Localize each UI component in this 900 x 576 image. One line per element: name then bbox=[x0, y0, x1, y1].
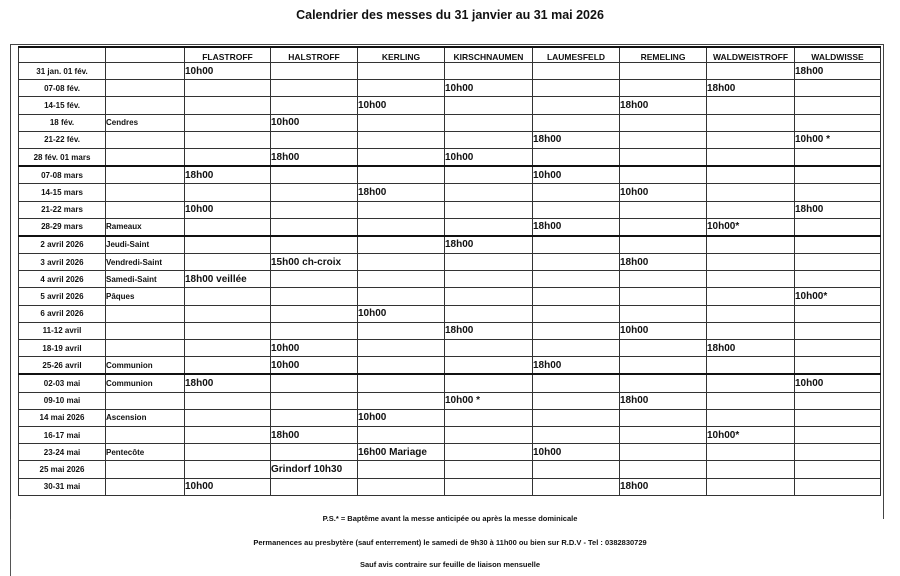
mass-time-cell bbox=[358, 63, 445, 80]
row-event bbox=[106, 478, 185, 495]
mass-time-cell: 10h00 bbox=[795, 374, 881, 392]
mass-time-cell bbox=[445, 63, 533, 80]
mass-time-cell bbox=[358, 461, 445, 478]
table-row bbox=[19, 218, 881, 236]
mass-time-cell bbox=[445, 218, 533, 236]
mass-time-cell bbox=[445, 461, 533, 478]
mass-time-cell bbox=[707, 254, 795, 271]
mass-time-cell bbox=[445, 426, 533, 443]
table-row bbox=[19, 444, 881, 461]
mass-time-cell bbox=[445, 114, 533, 131]
mass-time-cell bbox=[445, 374, 533, 392]
mass-time-cell bbox=[445, 357, 533, 375]
row-event bbox=[106, 461, 185, 478]
mass-time-cell bbox=[358, 166, 445, 184]
table-row bbox=[19, 184, 881, 201]
mass-time-cell bbox=[445, 288, 533, 305]
mass-time-cell: 10h00* bbox=[707, 218, 795, 236]
mass-time-cell bbox=[795, 148, 881, 166]
mass-time-cell bbox=[358, 392, 445, 409]
table-row bbox=[19, 322, 881, 339]
mass-time-cell: 10h00 bbox=[445, 148, 533, 166]
mass-time-cell bbox=[445, 478, 533, 495]
row-date: 11-12 avril bbox=[19, 322, 106, 339]
mass-time-cell bbox=[185, 444, 271, 461]
mass-time-cell bbox=[620, 461, 707, 478]
mass-time-cell: 10h00 bbox=[533, 166, 620, 184]
mass-time-cell: 18h00 bbox=[795, 201, 881, 218]
row-date: 30-31 mai bbox=[19, 478, 106, 495]
mass-time-cell bbox=[795, 478, 881, 495]
row-date: 2 avril 2026 bbox=[19, 236, 106, 254]
mass-time-cell bbox=[533, 288, 620, 305]
mass-time-cell bbox=[533, 201, 620, 218]
mass-time-cell bbox=[185, 236, 271, 254]
mass-time-cell bbox=[795, 166, 881, 184]
mass-time-cell bbox=[795, 322, 881, 339]
mass-time-cell bbox=[533, 392, 620, 409]
header-village-kerling: KERLING bbox=[358, 47, 445, 63]
mass-time-cell: 10h00 bbox=[271, 340, 358, 357]
mass-time-cell bbox=[185, 114, 271, 131]
header-cell-blank bbox=[19, 47, 106, 63]
mass-time-cell bbox=[533, 184, 620, 201]
mass-time-cell bbox=[533, 305, 620, 322]
mass-time-cell bbox=[185, 340, 271, 357]
table-row bbox=[19, 236, 881, 254]
mass-time-cell bbox=[445, 97, 533, 114]
mass-time-cell bbox=[795, 409, 881, 426]
mass-time-cell bbox=[358, 218, 445, 236]
mass-time-cell bbox=[620, 148, 707, 166]
mass-time-cell bbox=[185, 148, 271, 166]
row-date: 14 mai 2026 bbox=[19, 409, 106, 426]
row-date: 14-15 fév. bbox=[19, 97, 106, 114]
header-village-laumesfeld: LAUMESFELD bbox=[533, 47, 620, 63]
row-event bbox=[106, 340, 185, 357]
row-event bbox=[106, 131, 185, 148]
table-row bbox=[19, 305, 881, 322]
mass-time-cell bbox=[445, 409, 533, 426]
row-date: 5 avril 2026 bbox=[19, 288, 106, 305]
row-date: 31 jan. 01 fév. bbox=[19, 63, 106, 80]
row-date: 21-22 fév. bbox=[19, 131, 106, 148]
mass-time-cell bbox=[185, 426, 271, 443]
row-event: Cendres bbox=[106, 114, 185, 131]
table-row bbox=[19, 357, 881, 375]
mass-time-cell bbox=[271, 271, 358, 288]
mass-time-cell bbox=[707, 148, 795, 166]
mass-time-cell bbox=[533, 409, 620, 426]
table-row bbox=[19, 148, 881, 166]
mass-time-cell bbox=[620, 236, 707, 254]
table-row bbox=[19, 461, 881, 478]
mass-time-cell bbox=[533, 271, 620, 288]
mass-time-cell bbox=[795, 392, 881, 409]
mass-time-cell bbox=[533, 114, 620, 131]
mass-time-cell bbox=[271, 236, 358, 254]
header-village-flastroff: FLASTROFF bbox=[185, 47, 271, 63]
row-date: 21-22 mars bbox=[19, 201, 106, 218]
mass-time-cell bbox=[185, 97, 271, 114]
mass-time-cell: 10h00 bbox=[358, 97, 445, 114]
mass-time-cell bbox=[271, 392, 358, 409]
row-event: Vendredi-Saint bbox=[106, 254, 185, 271]
mass-time-cell bbox=[358, 114, 445, 131]
mass-time-cell bbox=[271, 478, 358, 495]
row-event bbox=[106, 322, 185, 339]
row-date: 23-24 mai bbox=[19, 444, 106, 461]
mass-time-cell bbox=[707, 461, 795, 478]
mass-time-cell bbox=[271, 409, 358, 426]
mass-time-cell bbox=[358, 374, 445, 392]
row-event: Samedi-Saint bbox=[106, 271, 185, 288]
mass-time-cell bbox=[620, 80, 707, 97]
row-event bbox=[106, 63, 185, 80]
mass-time-cell bbox=[620, 305, 707, 322]
row-date: 18-19 avril bbox=[19, 340, 106, 357]
mass-time-cell: 10h00 bbox=[445, 80, 533, 97]
mass-time-cell bbox=[707, 322, 795, 339]
header-village-remeling: REMELING bbox=[620, 47, 707, 63]
mass-time-cell: 18h00 bbox=[620, 478, 707, 495]
table-row bbox=[19, 80, 881, 97]
table-row bbox=[19, 374, 881, 392]
table-row bbox=[19, 114, 881, 131]
mass-time-cell: 10h00 bbox=[620, 184, 707, 201]
header-row bbox=[19, 47, 881, 63]
mass-time-cell bbox=[185, 218, 271, 236]
mass-time-cell bbox=[185, 288, 271, 305]
mass-time-cell: 18h00 bbox=[271, 148, 358, 166]
mass-time-cell bbox=[707, 444, 795, 461]
mass-time-cell bbox=[185, 184, 271, 201]
row-date: 28 fév. 01 mars bbox=[19, 148, 106, 166]
row-date: 25 mai 2026 bbox=[19, 461, 106, 478]
mass-time-cell bbox=[445, 444, 533, 461]
mass-time-cell: 18h00 bbox=[185, 374, 271, 392]
mass-time-cell bbox=[271, 131, 358, 148]
mass-time-cell: Grindorf 10h30 bbox=[271, 461, 358, 478]
mass-time-cell: 10h00 bbox=[620, 322, 707, 339]
mass-time-cell bbox=[707, 184, 795, 201]
mass-time-cell bbox=[620, 131, 707, 148]
mass-time-cell: 10h00 * bbox=[795, 131, 881, 148]
row-event: Ascension bbox=[106, 409, 185, 426]
mass-time-cell bbox=[358, 148, 445, 166]
mass-time-cell bbox=[620, 426, 707, 443]
mass-time-cell bbox=[533, 63, 620, 80]
mass-time-cell bbox=[707, 374, 795, 392]
table-row bbox=[19, 131, 881, 148]
mass-time-cell bbox=[795, 254, 881, 271]
mass-time-cell: 18h00 bbox=[445, 236, 533, 254]
permanences-note: Permanences au presbytère (sauf enterrement) le samedi de 9h30 à 11h00 ou bien sur R.D.V - Tel : 0382830729 bbox=[253, 538, 647, 547]
mass-time-cell: 18h00 bbox=[533, 357, 620, 375]
mass-time-cell bbox=[271, 63, 358, 80]
row-date: 28-29 mars bbox=[19, 218, 106, 236]
mass-time-cell bbox=[620, 63, 707, 80]
mass-time-cell bbox=[795, 340, 881, 357]
mass-time-cell bbox=[358, 426, 445, 443]
mass-time-cell bbox=[358, 131, 445, 148]
header-cell-blank bbox=[106, 47, 185, 63]
mass-time-cell bbox=[795, 426, 881, 443]
row-event bbox=[106, 97, 185, 114]
mass-time-cell bbox=[445, 201, 533, 218]
mass-time-cell: 10h00* bbox=[795, 288, 881, 305]
mass-time-cell: 10h00 bbox=[185, 478, 271, 495]
mass-time-cell bbox=[707, 288, 795, 305]
mass-time-cell bbox=[358, 357, 445, 375]
mass-time-cell bbox=[533, 426, 620, 443]
mass-time-cell bbox=[795, 218, 881, 236]
mass-time-cell bbox=[533, 461, 620, 478]
mass-time-cell bbox=[271, 201, 358, 218]
mass-time-cell bbox=[620, 374, 707, 392]
mass-time-cell bbox=[271, 288, 358, 305]
mass-time-cell: 18h00 bbox=[620, 392, 707, 409]
mass-time-cell bbox=[445, 166, 533, 184]
mass-time-cell bbox=[707, 63, 795, 80]
mass-time-cell: 16h00 Mariage bbox=[358, 444, 445, 461]
mass-time-cell bbox=[707, 166, 795, 184]
header-village-waldweistroff: WALDWEISTROFF bbox=[707, 47, 795, 63]
mass-time-cell bbox=[707, 409, 795, 426]
row-event bbox=[106, 426, 185, 443]
mass-time-cell bbox=[707, 97, 795, 114]
table-row bbox=[19, 97, 881, 114]
row-date: 25-26 avril bbox=[19, 357, 106, 375]
table-row bbox=[19, 271, 881, 288]
mass-time-cell: 18h00 bbox=[620, 97, 707, 114]
mass-time-cell bbox=[707, 114, 795, 131]
mass-time-cell bbox=[358, 340, 445, 357]
mass-time-cell bbox=[620, 218, 707, 236]
mass-time-cell bbox=[707, 271, 795, 288]
mass-time-cell bbox=[795, 97, 881, 114]
mass-time-cell bbox=[271, 444, 358, 461]
mass-time-cell bbox=[620, 444, 707, 461]
row-event bbox=[106, 148, 185, 166]
mass-time-cell bbox=[358, 80, 445, 97]
row-event bbox=[106, 166, 185, 184]
mass-time-cell bbox=[620, 271, 707, 288]
mass-time-cell bbox=[620, 201, 707, 218]
mass-time-cell bbox=[795, 271, 881, 288]
mass-time-cell bbox=[358, 236, 445, 254]
mass-time-cell bbox=[445, 271, 533, 288]
mass-time-cell bbox=[185, 392, 271, 409]
mass-time-cell bbox=[445, 254, 533, 271]
mass-time-cell: 18h00 bbox=[185, 166, 271, 184]
mass-time-cell: 10h00 bbox=[271, 114, 358, 131]
mass-time-cell bbox=[271, 305, 358, 322]
row-date: 3 avril 2026 bbox=[19, 254, 106, 271]
mass-time-cell bbox=[707, 236, 795, 254]
mass-time-cell bbox=[445, 131, 533, 148]
mass-time-cell bbox=[358, 322, 445, 339]
mass-time-cell bbox=[533, 148, 620, 166]
row-date: 18 fév. bbox=[19, 114, 106, 131]
mass-time-cell bbox=[185, 357, 271, 375]
row-date: 14-15 mars bbox=[19, 184, 106, 201]
row-date: 09-10 mai bbox=[19, 392, 106, 409]
mass-time-cell bbox=[533, 254, 620, 271]
table-row bbox=[19, 340, 881, 357]
table-row bbox=[19, 166, 881, 184]
mass-time-cell bbox=[620, 340, 707, 357]
mass-time-cell bbox=[271, 322, 358, 339]
mass-time-cell: 18h00 bbox=[533, 131, 620, 148]
mass-time-cell bbox=[533, 340, 620, 357]
mass-time-cell bbox=[185, 461, 271, 478]
header-village-halstroff: HALSTROFF bbox=[271, 47, 358, 63]
mass-time-cell bbox=[445, 184, 533, 201]
row-event bbox=[106, 184, 185, 201]
row-event: Jeudi-Saint bbox=[106, 236, 185, 254]
mass-time-cell: 18h00 bbox=[533, 218, 620, 236]
mass-time-cell bbox=[533, 97, 620, 114]
row-event bbox=[106, 80, 185, 97]
mass-time-cell: 18h00 bbox=[707, 340, 795, 357]
table-row bbox=[19, 288, 881, 305]
mass-time-cell bbox=[707, 392, 795, 409]
mass-time-cell bbox=[795, 236, 881, 254]
mass-time-cell bbox=[185, 409, 271, 426]
mass-time-cell bbox=[358, 478, 445, 495]
mass-time-cell bbox=[445, 340, 533, 357]
mass-time-cell: 18h00 bbox=[707, 80, 795, 97]
mass-time-cell bbox=[271, 218, 358, 236]
table-row bbox=[19, 254, 881, 271]
mass-time-cell bbox=[795, 444, 881, 461]
row-date: 07-08 fév. bbox=[19, 80, 106, 97]
row-event bbox=[106, 305, 185, 322]
baptism-note: P.S.* = Baptême avant la messe anticipée ou après la messe dominicale bbox=[322, 514, 578, 523]
mass-time-cell bbox=[185, 131, 271, 148]
mass-time-cell: 10h00* bbox=[707, 426, 795, 443]
row-event: Communion bbox=[106, 357, 185, 375]
mass-time-cell: 18h00 bbox=[795, 63, 881, 80]
mass-time-cell bbox=[185, 322, 271, 339]
mass-time-cell bbox=[271, 97, 358, 114]
mass-time-cell bbox=[707, 478, 795, 495]
mass-time-cell: 10h00 bbox=[185, 63, 271, 80]
row-event: Rameaux bbox=[106, 218, 185, 236]
mass-time-cell: 15h00 ch-croix bbox=[271, 254, 358, 271]
mass-time-cell: 18h00 bbox=[445, 322, 533, 339]
mass-time-cell bbox=[795, 357, 881, 375]
mass-time-cell: 10h00 * bbox=[445, 392, 533, 409]
mass-time-cell bbox=[358, 254, 445, 271]
header-village-waldwisse: WALDWISSE bbox=[795, 47, 881, 63]
row-event: Communion bbox=[106, 374, 185, 392]
header-village-kirschnaumen: KIRSCHNAUMEN bbox=[445, 47, 533, 63]
mass-time-cell: 18h00 veillée bbox=[185, 271, 271, 288]
row-event: Pentecôte bbox=[106, 444, 185, 461]
mass-time-cell bbox=[707, 305, 795, 322]
row-event: Pâques bbox=[106, 288, 185, 305]
mass-time-cell bbox=[795, 305, 881, 322]
row-date: 16-17 mai bbox=[19, 426, 106, 443]
mass-time-cell bbox=[271, 166, 358, 184]
row-date: 02-03 mai bbox=[19, 374, 106, 392]
mass-schedule-table bbox=[18, 46, 881, 496]
mass-time-cell bbox=[533, 478, 620, 495]
table-row bbox=[19, 392, 881, 409]
mass-time-cell bbox=[795, 184, 881, 201]
mass-time-cell bbox=[620, 114, 707, 131]
mass-time-cell: 10h00 bbox=[358, 305, 445, 322]
mass-time-cell bbox=[620, 409, 707, 426]
mass-time-cell: 18h00 bbox=[620, 254, 707, 271]
row-event bbox=[106, 392, 185, 409]
table-row bbox=[19, 409, 881, 426]
mass-time-cell: 10h00 bbox=[533, 444, 620, 461]
mass-time-cell: 18h00 bbox=[358, 184, 445, 201]
table-row bbox=[19, 478, 881, 495]
mass-time-cell bbox=[271, 374, 358, 392]
table-row bbox=[19, 63, 881, 80]
mass-time-cell bbox=[620, 166, 707, 184]
mass-time-cell bbox=[185, 80, 271, 97]
mass-time-cell bbox=[185, 305, 271, 322]
mass-time-cell bbox=[707, 357, 795, 375]
page-title: Calendrier des messes du 31 janvier au 31 mai 2026 bbox=[296, 8, 604, 22]
mass-time-cell: 18h00 bbox=[271, 426, 358, 443]
mass-time-cell bbox=[358, 288, 445, 305]
mass-time-cell bbox=[358, 271, 445, 288]
mass-time-cell bbox=[795, 80, 881, 97]
mass-time-cell bbox=[795, 461, 881, 478]
mass-time-cell bbox=[707, 131, 795, 148]
mass-time-cell bbox=[271, 80, 358, 97]
mass-time-cell bbox=[185, 254, 271, 271]
row-event bbox=[106, 201, 185, 218]
mass-time-cell bbox=[620, 357, 707, 375]
mass-time-cell bbox=[271, 184, 358, 201]
table-row bbox=[19, 201, 881, 218]
mass-time-cell bbox=[620, 288, 707, 305]
mass-time-cell bbox=[358, 201, 445, 218]
mass-time-cell bbox=[533, 374, 620, 392]
mass-time-cell bbox=[533, 236, 620, 254]
liaison-note: Sauf avis contraire sur feuille de liaison mensuelle bbox=[359, 560, 541, 569]
mass-time-cell bbox=[445, 305, 533, 322]
mass-time-cell bbox=[707, 201, 795, 218]
table-row bbox=[19, 426, 881, 443]
mass-time-cell: 10h00 bbox=[358, 409, 445, 426]
row-date: 6 avril 2026 bbox=[19, 305, 106, 322]
mass-time-cell bbox=[795, 114, 881, 131]
mass-time-cell: 10h00 bbox=[185, 201, 271, 218]
mass-time-cell bbox=[533, 80, 620, 97]
mass-time-cell: 10h00 bbox=[271, 357, 358, 375]
row-date: 07-08 mars bbox=[19, 166, 106, 184]
mass-time-cell bbox=[533, 322, 620, 339]
row-date: 4 avril 2026 bbox=[19, 271, 106, 288]
